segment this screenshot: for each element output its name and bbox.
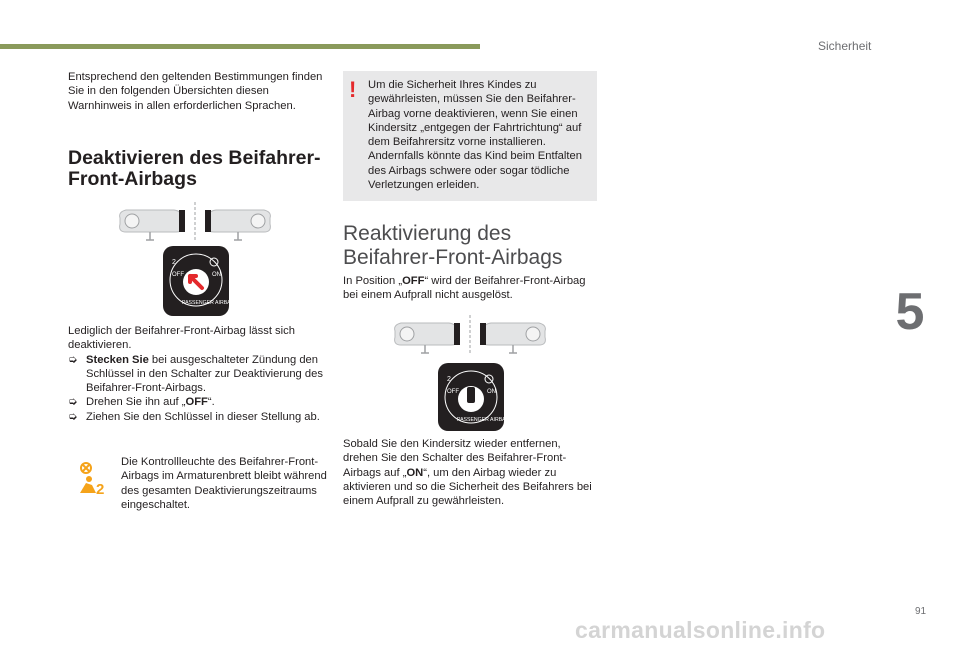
watermark: carmanualsonline.info	[575, 617, 826, 643]
key-illustration-right	[205, 210, 270, 240]
key-switch-illustration-reactivate	[385, 313, 555, 433]
key-illustration-right	[480, 323, 545, 353]
section-title: Sicherheit	[818, 39, 872, 53]
airbag-switch-panel	[163, 246, 235, 316]
heading-deactivate-line1: Deaktivieren des Beifahrer-	[68, 147, 321, 169]
on-label: ON	[487, 389, 496, 395]
chapter-number: 5	[895, 283, 925, 341]
arrow-icon: ➭	[68, 410, 78, 423]
switch-knob	[467, 387, 475, 403]
key-illustration-left	[120, 210, 185, 240]
panel-number: 2	[447, 376, 451, 383]
lamp-number: 2	[96, 481, 105, 497]
heading-reactivate-line1: Reaktivierung des	[343, 222, 512, 245]
deactivate-instructions	[68, 324, 338, 424]
exclamation-icon: !	[349, 77, 357, 102]
page-number: 91	[915, 606, 927, 617]
heading-reactivate-line2: Beifahrer-Front-Airbags	[343, 245, 563, 269]
reactivate-text-pre: In Position „	[343, 275, 403, 287]
heading-deactivate	[68, 148, 338, 190]
airbag-warning-lamp-icon	[76, 461, 110, 497]
step-1-bold: Stecken Sie	[86, 353, 149, 366]
warning-text: Um die Sicherheit Ihres Kindes zu gewährleisten, müssen Sie den Beifahrer-Airbag vorne deaktivieren, wenn Sie einen Kindersitz „entgegen der Fahrtrichtung“ auf dem Beifahrersitz vorne installieren. Andernfalls könnte das Kind beim Entfalten des Airbags schwere oder sogar tödliche Verletzungen erleiden.	[368, 79, 582, 192]
passenger-airbag-label: PASSENGER AIRBAG	[182, 300, 235, 306]
heading-reactivate	[343, 222, 603, 269]
header-accent-bar	[0, 44, 480, 49]
step-3	[68, 410, 338, 424]
reactivate-text-post: “ wird der Beifahrer-Front-Airbag bei einem Aufprall nicht ausgelöst.	[343, 275, 586, 302]
off-label: OFF	[172, 272, 184, 278]
key-switch-illustration-off	[110, 200, 280, 320]
arrow-icon: ➭	[68, 353, 78, 366]
step-3-text: Ziehen Sie den Schlüssel in dieser Stellung ab.	[86, 410, 320, 423]
step-1-text: bei ausgeschalteter Zündung den Schlüssel in den Schalter zur Deaktivierung des Beifahrer-Front-Airbags.	[86, 353, 323, 395]
step-2	[68, 395, 338, 409]
reactivate-final-paragraph	[343, 437, 598, 508]
heading-deactivate-line2: Front-Airbags	[68, 168, 197, 190]
deactivate-intro: Lediglich der Beifahrer-Front-Airbag lässt sich deaktivieren.	[68, 325, 295, 352]
final-text-post: “, um den Airbag wieder zu aktivieren und so die Sicherheit des Beifahrers bei einem Aufprall zu gewährleisten.	[343, 466, 592, 508]
on-label: ON	[212, 272, 221, 278]
arrow-icon: ➭	[68, 396, 78, 409]
lamp-paragraph: Die Kontrollleuchte des Beifahrer-Front-Airbags im Armaturenbrett bleibt während des gesamten Deaktivierungszeitraums eingeschaltet.	[121, 456, 327, 511]
reactivate-paragraph	[343, 274, 598, 303]
off-label: OFF	[447, 389, 459, 395]
passenger-airbag-label: PASSENGER AIRBAG	[457, 417, 510, 423]
panel-number: 2	[172, 259, 176, 266]
step-2-post: “.	[207, 396, 215, 409]
key-illustration-left	[395, 323, 460, 353]
final-text-bold: ON	[406, 466, 424, 479]
reactivate-text-bold: OFF	[402, 275, 425, 287]
step-1	[68, 353, 338, 396]
airbag-switch-panel	[438, 363, 510, 431]
intro-paragraph: Entsprechend den geltenden Bestimmungen finden Sie in den folgenden Übersichten diesen Warnhinweis in allen erforderlichen Sprachen.	[68, 71, 323, 112]
final-text-pre: Sobald Sie den Kindersitz wieder entfernen, drehen Sie den Schalter des Beifahrer-Front-Airbags auf „	[343, 438, 567, 479]
step-2-bold: OFF	[185, 396, 208, 409]
step-2-pre: Drehen Sie ihn auf „	[86, 396, 186, 409]
